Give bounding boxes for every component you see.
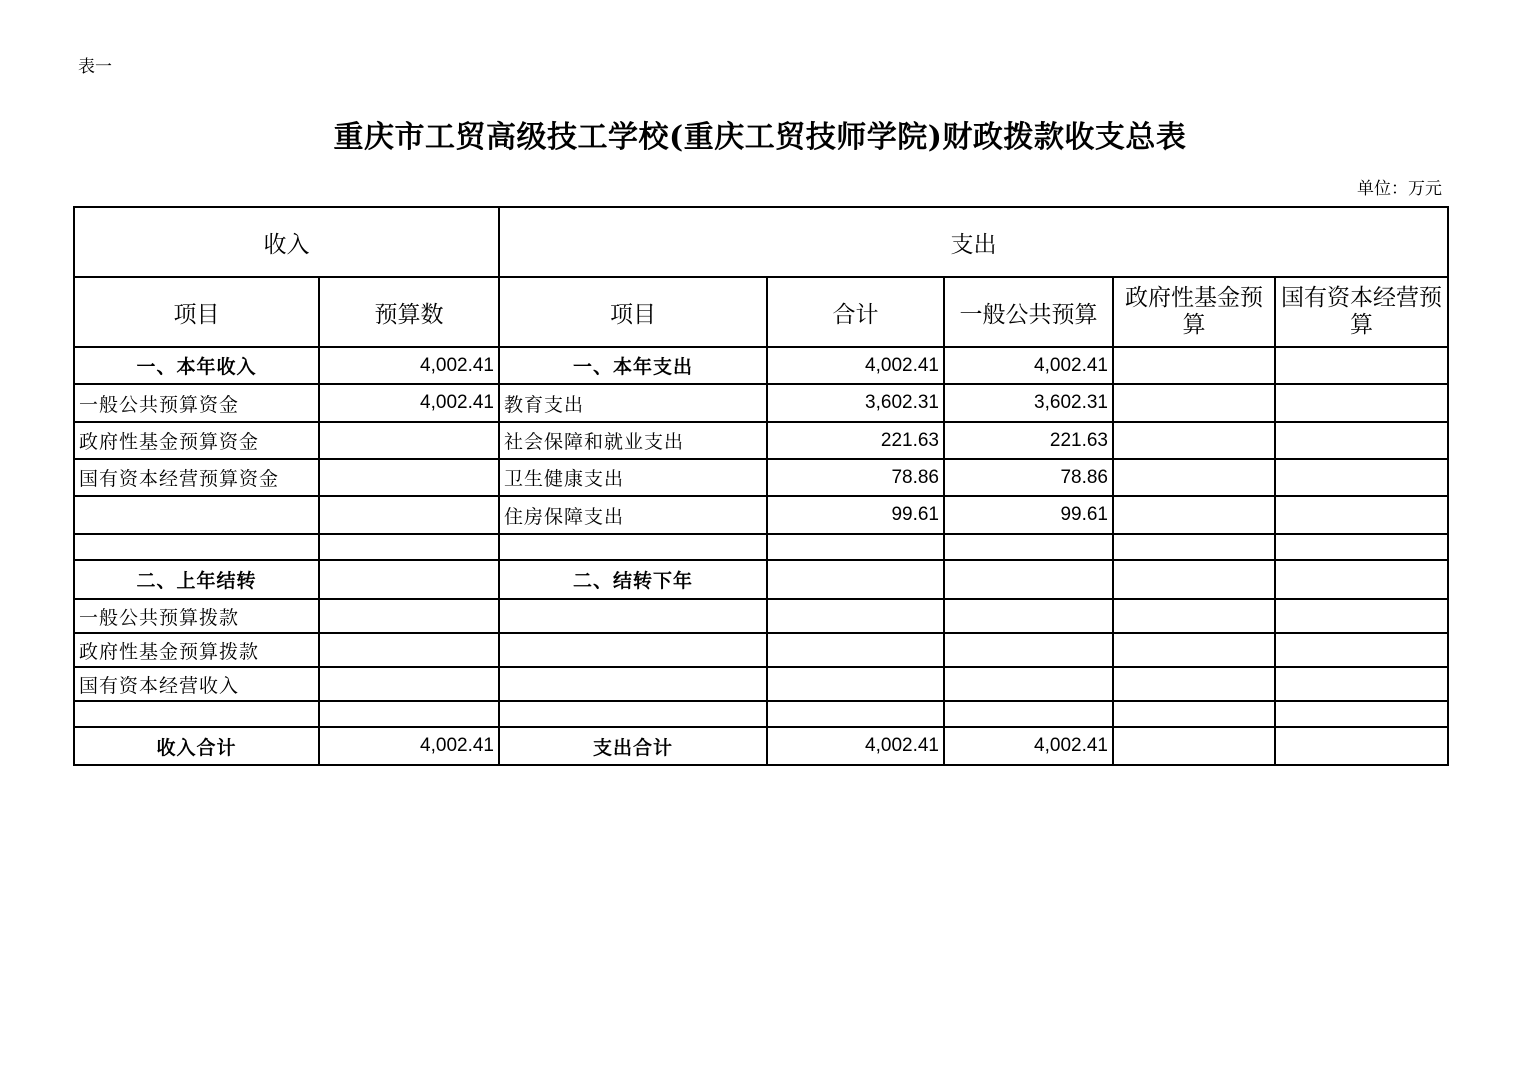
income-value-cell [319, 496, 499, 534]
state-capital-cell [1275, 459, 1448, 496]
table-number-label: 表一 [78, 57, 112, 77]
income-item-cell [74, 534, 319, 560]
total-cell [767, 599, 944, 633]
income-item-header: 项目 [74, 277, 319, 347]
total-cell [767, 560, 944, 599]
income-header: 收入 [74, 207, 499, 277]
general-budget-cell: 78.86 [944, 459, 1113, 496]
total-cell [767, 534, 944, 560]
total-cell: 3,602.31 [767, 384, 944, 422]
state-capital-header: 国有资本经营预算 [1275, 277, 1448, 347]
state-capital-cell [1275, 347, 1448, 384]
income-value-cell [319, 667, 499, 701]
table-row [74, 459, 1448, 496]
expense-item-cell: 卫生健康支出 [499, 459, 767, 496]
gov-fund-cell [1113, 347, 1275, 384]
income-item-cell [74, 496, 319, 534]
general-budget-header: 一般公共预算 [944, 277, 1113, 347]
table-body [74, 347, 1448, 765]
gov-fund-cell [1113, 667, 1275, 701]
table-row [74, 384, 1448, 422]
total-cell: 4,002.41 [767, 347, 944, 384]
income-item-cell: 收入合计 [74, 727, 319, 765]
gov-fund-cell [1113, 727, 1275, 765]
income-value-cell: 4,002.41 [319, 347, 499, 384]
gov-fund-header: 政府性基金预算 [1113, 277, 1275, 347]
income-budget-header: 预算数 [319, 277, 499, 347]
table-row [74, 701, 1448, 727]
table-row [74, 560, 1448, 599]
total-cell: 4,002.41 [767, 727, 944, 765]
table-row [74, 347, 1448, 384]
expense-item-cell [499, 599, 767, 633]
state-capital-cell [1275, 384, 1448, 422]
table-row [74, 633, 1448, 667]
total-cell [767, 667, 944, 701]
general-budget-cell [944, 599, 1113, 633]
income-value-cell [319, 534, 499, 560]
income-item-cell: 政府性基金预算拨款 [74, 633, 319, 667]
gov-fund-cell [1113, 459, 1275, 496]
expense-item-cell [499, 534, 767, 560]
expense-item-cell: 二、结转下年 [499, 560, 767, 599]
expense-item-cell: 一、本年支出 [499, 347, 767, 384]
expense-item-cell [499, 701, 767, 727]
gov-fund-cell [1113, 534, 1275, 560]
state-capital-cell [1275, 633, 1448, 667]
header-row-top [74, 207, 1448, 277]
total-cell [767, 701, 944, 727]
budget-summary-table [73, 206, 1449, 766]
page-title: 重庆市工贸高级技工学校(重庆工贸技师学院)财政拨款收支总表 [333, 120, 1187, 155]
state-capital-cell [1275, 667, 1448, 701]
table-row [74, 727, 1448, 765]
general-budget-cell [944, 633, 1113, 667]
table-row [74, 534, 1448, 560]
expense-item-cell [499, 667, 767, 701]
income-item-cell: 一般公共预算资金 [74, 384, 319, 422]
income-value-cell [319, 422, 499, 459]
general-budget-cell: 4,002.41 [944, 347, 1113, 384]
state-capital-cell [1275, 701, 1448, 727]
expense-header: 支出 [499, 207, 1448, 277]
income-item-cell: 一、本年收入 [74, 347, 319, 384]
table-row [74, 599, 1448, 633]
general-budget-cell [944, 701, 1113, 727]
income-item-cell: 政府性基金预算资金 [74, 422, 319, 459]
state-capital-cell [1275, 534, 1448, 560]
income-item-cell: 国有资本经营收入 [74, 667, 319, 701]
gov-fund-cell [1113, 384, 1275, 422]
table-row [74, 667, 1448, 701]
general-budget-cell [944, 560, 1113, 599]
expense-item-cell: 支出合计 [499, 727, 767, 765]
general-budget-cell: 221.63 [944, 422, 1113, 459]
total-cell: 78.86 [767, 459, 944, 496]
total-cell: 99.61 [767, 496, 944, 534]
income-value-cell [319, 599, 499, 633]
gov-fund-cell [1113, 560, 1275, 599]
state-capital-cell [1275, 422, 1448, 459]
total-header: 合计 [767, 277, 944, 347]
general-budget-cell: 4,002.41 [944, 727, 1113, 765]
income-value-cell [319, 459, 499, 496]
state-capital-cell [1275, 496, 1448, 534]
income-value-cell [319, 560, 499, 599]
unit-label: 单位：万元 [1357, 179, 1442, 199]
gov-fund-cell [1113, 496, 1275, 534]
income-item-cell: 二、上年结转 [74, 560, 319, 599]
general-budget-cell [944, 667, 1113, 701]
income-value-cell: 4,002.41 [319, 384, 499, 422]
income-item-cell: 国有资本经营预算资金 [74, 459, 319, 496]
gov-fund-cell [1113, 633, 1275, 667]
total-cell [767, 633, 944, 667]
general-budget-cell: 99.61 [944, 496, 1113, 534]
gov-fund-cell [1113, 701, 1275, 727]
gov-fund-cell [1113, 599, 1275, 633]
income-value-cell: 4,002.41 [319, 727, 499, 765]
table-row [74, 422, 1448, 459]
expense-item-cell: 教育支出 [499, 384, 767, 422]
expense-item-cell: 社会保障和就业支出 [499, 422, 767, 459]
income-value-cell [319, 701, 499, 727]
state-capital-cell [1275, 727, 1448, 765]
state-capital-cell [1275, 599, 1448, 633]
income-item-cell [74, 701, 319, 727]
expense-item-cell: 住房保障支出 [499, 496, 767, 534]
expense-item-cell [499, 633, 767, 667]
gov-fund-cell [1113, 422, 1275, 459]
header-row-columns [74, 277, 1448, 347]
expense-item-header: 项目 [499, 277, 767, 347]
income-item-cell: 一般公共预算拨款 [74, 599, 319, 633]
total-cell: 221.63 [767, 422, 944, 459]
state-capital-cell [1275, 560, 1448, 599]
general-budget-cell: 3,602.31 [944, 384, 1113, 422]
income-value-cell [319, 633, 499, 667]
table-row [74, 496, 1448, 534]
general-budget-cell [944, 534, 1113, 560]
